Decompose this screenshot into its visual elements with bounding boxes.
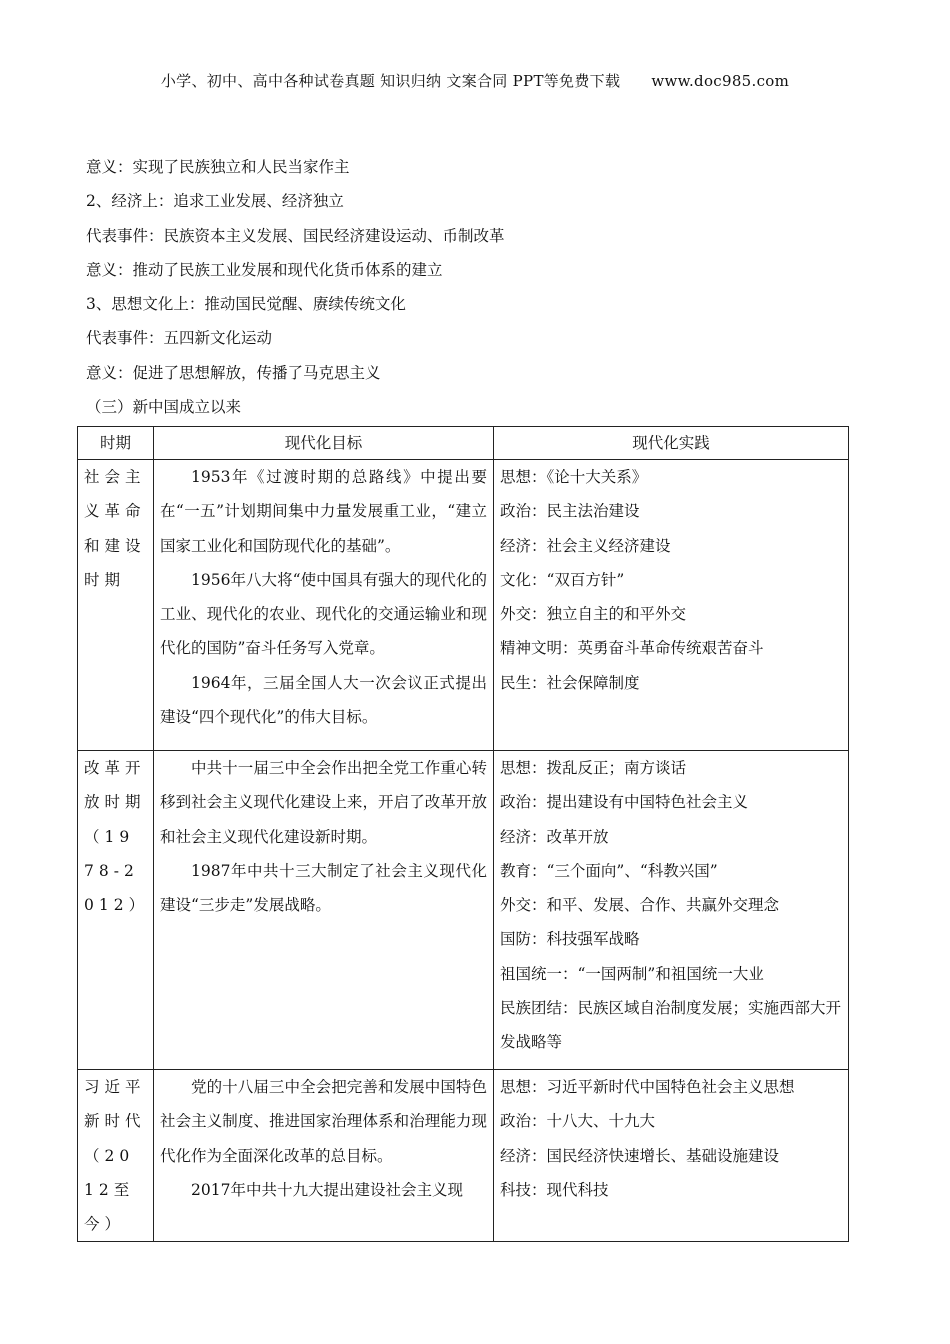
modernization-table: [77, 426, 849, 1242]
practices-cell: [494, 460, 849, 751]
practice-item: 精神文明：英勇奋斗革命传统艰苦奋斗: [500, 639, 764, 658]
table-row: [78, 751, 849, 1070]
period-cell: 社会主义革命和建设时期: [78, 460, 154, 751]
table-row: [78, 1070, 849, 1242]
practice-item: 民族团结：民族区域自治制度发展；实施西部大开发战略等: [500, 999, 842, 1052]
practice-item: 经济：社会主义经济建设: [500, 536, 671, 555]
practices-cell: [494, 1070, 849, 1242]
practice-item: 民生：社会保障制度: [500, 673, 640, 692]
practice-item: 文化：“双百方针”: [500, 570, 625, 589]
practices-cell: [494, 751, 849, 1070]
practice-item: 祖国统一：“一国两制”和祖国统一大业: [500, 964, 764, 983]
practice-item: 思想：拨乱反正；南方谈话: [500, 759, 687, 777]
text-line: 意义：推动了民族工业发展和现代化货币体系的建立: [86, 260, 443, 279]
header-practices: 现代化实践: [494, 427, 849, 460]
practice-item: 政治：十八大、十九大: [500, 1112, 656, 1131]
section-heading: （三）新中国成立以来: [86, 398, 242, 417]
practice-item: 科技：现代科技: [500, 1180, 609, 1199]
goals-cell: [154, 751, 494, 1070]
goals-cell: [154, 1070, 494, 1242]
goal-paragraph: 1953年《过渡时期的总路线》中提出要在“一五”计划期间集中力量发展重工业，“建立国家工业化和国防现代化的基础”。: [160, 468, 487, 555]
goal-paragraph: 1956年八大将“使中国具有强大的现代化的工业、现代化的农业、现代化的交通运输业和现代化的国防”奋斗任务写入党章。: [160, 570, 487, 658]
practice-item: 教育：“三个面向”、“科教兴国”: [500, 861, 718, 880]
table-header-row: [78, 427, 849, 460]
practice-item: 外交：和平、发展、合作、共赢外交理念: [500, 896, 780, 915]
header-goals: 现代化目标: [154, 427, 494, 460]
practice-item: 经济：改革开放: [500, 827, 609, 846]
goal-paragraph: 1987年中共十三大制定了社会主义现代化建设“三步走”发展战略。: [160, 861, 487, 915]
practice-item: 经济：国民经济快速增长、基础设施建设: [500, 1146, 780, 1165]
table-row: [78, 460, 849, 751]
practice-item: 思想：《论十大关系》: [500, 468, 648, 486]
page-header: [0, 70, 950, 91]
text-line: 代表事件：五四新文化运动: [86, 329, 273, 348]
practice-item: 外交：独立自主的和平外交: [500, 605, 687, 624]
practice-item: 思想：习近平新时代中国特色社会主义思想: [500, 1078, 795, 1096]
header-period: 时期: [78, 427, 154, 460]
text-line: 3、思想文化上：推动国民觉醒、赓续传统文化: [86, 295, 406, 314]
text-line: 意义：促进了思想解放，传播了马克思主义: [86, 363, 381, 382]
period-cell: 习近平新时代（2012至今）: [78, 1070, 154, 1242]
text-line: 代表事件：民族资本主义发展、国民经济建设运动、币制改革: [86, 226, 505, 245]
practice-item: 国防：科技强军战略: [500, 930, 640, 949]
goal-paragraph: 1964年，三届全国人大一次会议正式提出建设“四个现代化”的伟大目标。: [160, 673, 487, 727]
practice-item: 政治：提出建设有中国特色社会主义: [500, 793, 749, 812]
goal-paragraph: 中共十一届三中全会作出把全党工作重心转移到社会主义现代化建设上来，开启了改革开放和社会主义现代化建设新时期。: [160, 759, 487, 846]
header-site[interactable]: www.doc985.com: [651, 72, 790, 90]
header-text: 小学、初中、高中各种试卷真题 知识归纳 文案合同 PPT等免费下载: [160, 72, 621, 90]
goals-cell: [154, 460, 494, 751]
period-cell: 改革开放时期（1978-2012）: [78, 751, 154, 1070]
practice-item: 政治：民主法治建设: [500, 502, 640, 521]
body-text: [86, 150, 856, 424]
text-line: 2、经济上：追求工业发展、经济独立: [86, 192, 344, 211]
goal-paragraph: 2017年中共十九大提出建设社会主义现: [191, 1180, 463, 1199]
goal-paragraph: 党的十八届三中全会把完善和发展中国特色社会主义制度、推进国家治理体系和治理能力现代化作为全面深化改革的总目标。: [160, 1078, 487, 1165]
text-line: 意义：实现了民族独立和人民当家作主: [86, 158, 350, 176]
